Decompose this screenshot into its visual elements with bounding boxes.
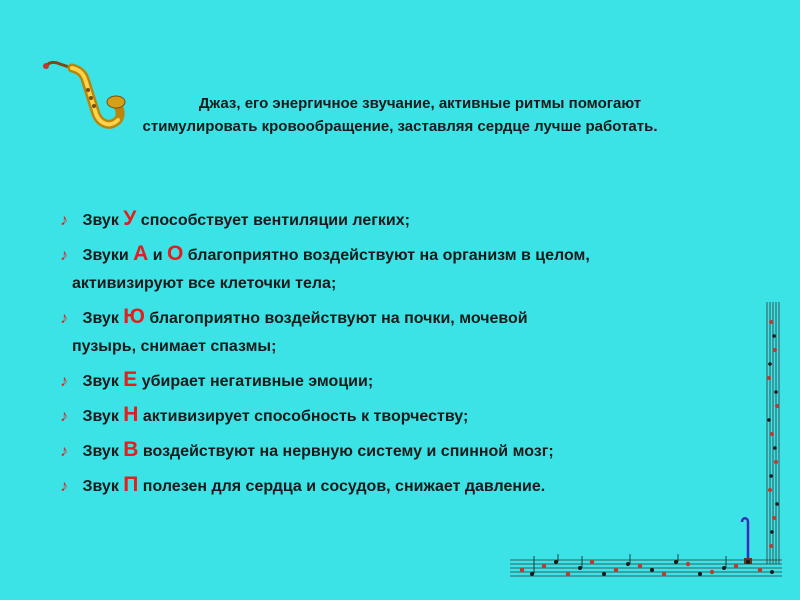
list-item: ♪ Звук В воздействуют на нервную систему и спинной мозг;	[60, 436, 760, 466]
sound-letter: П	[123, 473, 139, 496]
list-item: ♪ Звук Ю благоприятно воздействуют на почки, мочевой пузырь, снимает спазмы;	[60, 303, 760, 361]
sound-list	[60, 205, 760, 506]
list-item: ♪ Звук У способствует вентиляции легких;	[60, 205, 760, 235]
note-bullet-icon: ♪	[60, 247, 68, 264]
sound-letter: О	[167, 242, 184, 265]
note-bullet-icon: ♪	[60, 478, 68, 495]
sound-letter: У	[123, 207, 137, 230]
intro-line-1: Джаз, его энергичное звучание, активные ритмы помогают	[198, 95, 642, 112]
list-item: ♪ Звуки А и О благоприятно воздействуют на организм в целом, активизируют все клеточки тела;	[60, 240, 760, 298]
music-staff-horizontal	[510, 552, 782, 582]
note-bullet-icon: ♪	[60, 212, 68, 229]
list-item-continuation: активизируют все клеточки тела;	[72, 275, 337, 292]
list-item: ♪ Звук Н активизирует способность к творчеству;	[60, 401, 760, 431]
sound-letter: В	[123, 438, 139, 461]
note-bullet-icon: ♪	[60, 408, 68, 425]
sound-letter: А	[133, 242, 149, 265]
intro-line-2: стимулировать кровообращение, заставляя сердце лучше работать.	[142, 118, 658, 135]
sound-letter: Н	[123, 403, 139, 426]
note-bullet-icon: ♪	[60, 310, 68, 327]
music-staff-vertical	[764, 302, 782, 564]
list-item: ♪ Звук Е убирает негативные эмоции;	[60, 366, 760, 396]
intro-text	[70, 92, 730, 138]
sound-letter: Ю	[123, 305, 145, 328]
note-bullet-icon: ♪	[60, 373, 68, 390]
list-item: ♪ Звук П полезен для сердца и сосудов, снижает давление.	[60, 471, 760, 501]
sound-letter: Е	[123, 368, 138, 391]
list-item-continuation: пузырь, снимает спазмы;	[72, 338, 277, 355]
note-bullet-icon: ♪	[60, 443, 68, 460]
